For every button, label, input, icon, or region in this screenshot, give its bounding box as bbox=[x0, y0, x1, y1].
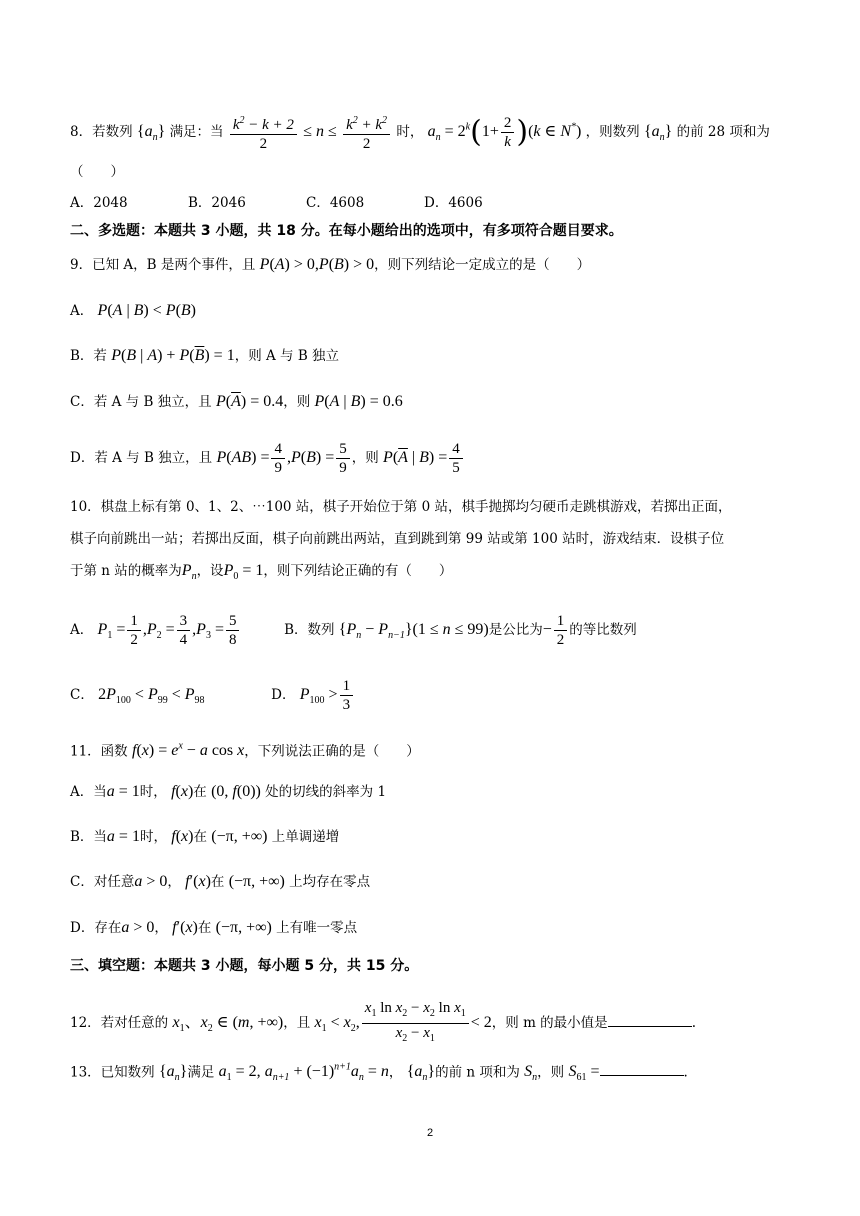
q9-option-c-text-2: ，则 bbox=[283, 394, 311, 410]
q11-option-d-fpx: f′(x) bbox=[172, 919, 198, 936]
q9-option-d-pb: ,P(B) = bbox=[286, 449, 335, 466]
q8-one-plus: 1+ bbox=[481, 123, 499, 140]
q8-frac-upper: $\frac{k^2 + k^2}{2}$ bbox=[343, 112, 390, 153]
q8-text-2: 满足：当 bbox=[169, 124, 224, 140]
q12-end: . bbox=[691, 1015, 696, 1031]
q10-option-b-text-3: 的等比数列 bbox=[569, 622, 637, 638]
q13-text-2: 满足 bbox=[187, 1064, 215, 1081]
q10-line-2: 棋子向前跳出一站；若掷出反面，棋子向前跳出两站，直到跳到第 99 站或第 100 站时，游戏结束．设棋子位 bbox=[70, 531, 725, 547]
q13-end: . bbox=[683, 1064, 688, 1081]
q13-stem bbox=[70, 1058, 688, 1089]
q10-options-cd bbox=[70, 677, 355, 714]
q8-text-3: 时， bbox=[396, 124, 424, 140]
q13-recurrence: $a_1 = 2$, $a_{n+1} + (-1)^{n+1}a_n = n$ bbox=[218, 1062, 389, 1084]
q9-option-d-text-2: ，则 bbox=[351, 450, 379, 466]
q8-k-domain: (k ∈ N*) bbox=[528, 121, 582, 140]
q9-stem bbox=[70, 255, 590, 275]
q8-paren-close: ) bbox=[516, 114, 529, 150]
q9-option-c-math-2: P(A | B) = 0.6 bbox=[314, 393, 403, 410]
q13-text-3: ， bbox=[388, 1064, 403, 1081]
q9-option-d-text-1: D．若 A 与 B 独立，且 bbox=[70, 450, 213, 466]
q10-text-3b: ，设 bbox=[196, 563, 224, 579]
q8-stem bbox=[70, 112, 770, 153]
q11-option-a-text-4: 处的切线的斜率为 1 bbox=[265, 784, 387, 800]
q12-text-3: ，则 m 的最小值是 bbox=[491, 1015, 608, 1031]
q9-option-d-result: $P(\overline{A}$ | B) = bbox=[383, 449, 448, 466]
q10-frac-3-4: $\frac{3}{4}$ bbox=[177, 612, 191, 649]
q8-number: 8． bbox=[70, 124, 93, 140]
q11-option-c-cond: a > 0 bbox=[134, 873, 168, 890]
q13-answer-blank[interactable] bbox=[600, 1061, 684, 1076]
q10-p0: $P_0 = 1$ bbox=[223, 562, 264, 583]
q9-option-c-text-1: C．若 A 与 B 独立，且 bbox=[70, 394, 212, 410]
section-3-heading: 三、填空题：本题共 3 小题，每小题 5 分，共 15 分。 bbox=[70, 958, 419, 974]
q8-seq-an-2: $\{a_n\}$ bbox=[643, 123, 673, 144]
q10-option-b-text-1: B．数列 bbox=[284, 622, 335, 638]
q12-stem bbox=[70, 999, 696, 1048]
q10-option-b-seq: $\{P_n - P_{n-1}\}(1 \le n \le 99)$ bbox=[338, 621, 489, 642]
q11-stem bbox=[70, 737, 420, 761]
q11-option-a-point: (0, f(0)) bbox=[211, 783, 261, 800]
q11-option-a-text-2: 时， bbox=[139, 784, 167, 800]
q8-seq-an: $\{a_n\}$ bbox=[136, 123, 166, 144]
q8-option-d: D．4606 bbox=[424, 195, 483, 211]
q11-option-b-text-3: 在 bbox=[193, 829, 207, 845]
q10-options-ab bbox=[70, 612, 637, 649]
q8-frac-2k: $\frac{2}{k}$ bbox=[501, 114, 515, 151]
q11-option-a-text-3: 在 bbox=[193, 784, 207, 800]
q12-answer-blank[interactable] bbox=[608, 1012, 692, 1027]
q9-option-c bbox=[70, 392, 403, 412]
q9-number: 9． bbox=[70, 257, 93, 273]
section-2-heading: 二、多选题：本题共 3 小题，共 18 分。在每小题给出的选项中，有多项符合题目要求。 bbox=[70, 223, 623, 239]
q11-option-b bbox=[70, 827, 339, 847]
q9-option-b-text-2: ，则 A 与 B 独立 bbox=[234, 348, 340, 364]
q11-option-c-fpx: f′(x) bbox=[185, 873, 211, 890]
q10-frac-1-2: $\frac{1}{2}$ bbox=[127, 612, 141, 649]
q10-option-d-label: D． bbox=[271, 687, 296, 703]
q11-option-d-text-4: 上有唯一零点 bbox=[276, 920, 358, 936]
q11-option-b-fx: f(x) bbox=[171, 828, 194, 845]
q8-text-4: ，则数列 bbox=[585, 124, 640, 140]
q11-function: $f(x) = e^x - a$ cos x bbox=[131, 741, 245, 760]
q9-option-a-label: A． bbox=[70, 303, 94, 319]
q11-option-d bbox=[70, 918, 357, 938]
q11-option-b-text-4: 上单调递增 bbox=[271, 829, 340, 845]
q13-seq: $\{a_n\}$ bbox=[158, 1063, 188, 1084]
q10-text-3c: ，则下列结论正确的有（ ） bbox=[263, 563, 453, 579]
q9-text-2: ，则下列结论一定成立的是（ ） bbox=[374, 257, 591, 273]
q12-vars: $x_1$、$x_2$ ∈ (m, +∞) bbox=[172, 1014, 284, 1035]
q10-minus: − bbox=[542, 621, 552, 638]
q13-text-4: 的前 n 项和为 bbox=[435, 1064, 520, 1081]
q11-option-c-text-1: C．对任意 bbox=[70, 874, 135, 890]
q8-paren: （ ） bbox=[70, 164, 124, 180]
q8-formula: $a_n = 2^k$ bbox=[427, 121, 471, 144]
q11-option-d-text-2: ， bbox=[154, 920, 168, 936]
q11-number: 11．函数 bbox=[70, 743, 128, 760]
q10-option-a-p2: $,P_2$ = bbox=[142, 621, 175, 642]
q9-option-b-math: P(B | $A) + P(\overline{B}) = 1$ bbox=[111, 347, 235, 364]
q11-option-a-fx: f(x) bbox=[171, 783, 194, 800]
q10-option-d-math: $P_{100}$ > bbox=[299, 686, 338, 707]
q9-option-a-math: P(A | B) < P(B) bbox=[97, 302, 196, 319]
q12-number: 12．若对任意的 bbox=[70, 1015, 169, 1031]
q10-option-a-p3: $,P_3$ = bbox=[192, 621, 224, 642]
q10-option-b-text-2: 是公比为 bbox=[488, 622, 543, 638]
q12-bound: < 2 bbox=[470, 1014, 492, 1031]
q11-option-c bbox=[70, 872, 370, 892]
q11-option-c-text-3: 在 bbox=[210, 874, 225, 890]
q9-text-1: 已知 A，B 是两个事件，且 bbox=[92, 257, 256, 273]
q10-line-1: 10．棋盘上标有第 0、1、2、⋯100 站，棋子开始位于第 0 站，棋手抛掷均匀硬币走跳棋游戏，若掷出正面， bbox=[70, 499, 732, 515]
q13-seq-2: $\{a_n\}$ bbox=[406, 1063, 436, 1084]
q10-option-c-math: $2P_{100} < P_{99} < P_{98}$ bbox=[98, 686, 205, 707]
q11-option-c-text-4: 上均存在零点 bbox=[289, 874, 371, 890]
q13-sn: $S_n$ bbox=[524, 1063, 538, 1084]
q11-option-d-cond: a > 0 bbox=[121, 919, 155, 936]
q8-frac-lower: $\frac{k^2 - k + 2}{2}$ bbox=[230, 112, 297, 153]
q9-frac-4-9: $\frac{4}{9}$ bbox=[271, 440, 285, 477]
q13-number: 13．已知数列 bbox=[70, 1064, 155, 1081]
q8-option-a: A．2048 bbox=[70, 195, 128, 211]
q11-text-2: ，下列说法正确的是（ ） bbox=[244, 743, 420, 760]
q9-frac-5-9: $\frac{5}{9}$ bbox=[336, 440, 350, 477]
q11-option-b-text-1: B．当 bbox=[70, 829, 107, 845]
q8-option-b: B．2046 bbox=[188, 195, 246, 211]
q9-option-a bbox=[70, 301, 196, 321]
q9-condition: P(A) > 0,P(B) > 0 bbox=[259, 256, 375, 273]
q11-option-a-cond: a = 1 bbox=[106, 783, 140, 800]
q9-option-c-math-1: $P(\overline{A}) = 0.4$ bbox=[215, 393, 284, 410]
q10-text-3a: 于第 n 站的概率为 bbox=[70, 563, 182, 579]
q9-option-b-text-1: B．若 bbox=[70, 348, 107, 364]
q11-option-d-text-3: 在 bbox=[197, 920, 212, 936]
q10-option-a-label: A． bbox=[70, 622, 94, 638]
q11-option-b-text-2: 时， bbox=[139, 829, 167, 845]
q9-option-d bbox=[70, 440, 465, 477]
q13-text-5: ，则 bbox=[537, 1064, 565, 1081]
q8-options bbox=[70, 193, 483, 213]
q11-option-c-text-2: ， bbox=[167, 874, 181, 890]
q8-text-1: 若数列 bbox=[92, 124, 133, 140]
q8-ineq: ≤ n ≤ bbox=[303, 123, 337, 140]
q13-s61: $S_{61}$ = bbox=[568, 1063, 600, 1084]
q9-option-b bbox=[70, 346, 339, 366]
q8-text-5: 的前 28 项和为 bbox=[676, 124, 770, 140]
q12-text-2: ，且 bbox=[283, 1015, 311, 1031]
q11-option-a-text-1: A．当 bbox=[70, 784, 107, 800]
q12-fraction: $\frac{x_1 \ln x_2 - x_2 \ln x_1}{x_2 - x_1}$ bbox=[362, 999, 469, 1048]
q10-option-c-label: C． bbox=[70, 687, 94, 703]
q9-frac-4-5: $\frac{4}{5}$ bbox=[449, 440, 463, 477]
q11-option-d-text-1: D．存在 bbox=[70, 920, 122, 936]
q10-line-3 bbox=[70, 561, 452, 587]
q10-frac-1-3: $\frac{1}{3}$ bbox=[340, 677, 354, 714]
q10-option-a-p1: $P_1$ = bbox=[97, 621, 126, 642]
q8-paren-open: ( bbox=[470, 114, 482, 150]
q10-pn: $P_n$ bbox=[181, 562, 197, 583]
q11-option-b-interval: (−π, +∞) bbox=[211, 828, 268, 845]
q10-frac-neg-1-2: $\frac{1}{2}$ bbox=[554, 612, 568, 649]
q8-option-c: C．4608 bbox=[306, 195, 365, 211]
page-number: 2 bbox=[426, 1127, 434, 1139]
q12-order: $x_1 < x_2$, bbox=[314, 1014, 360, 1035]
q11-option-d-interval: (−π, +∞) bbox=[215, 919, 272, 936]
q11-option-c-interval: (−π, +∞) bbox=[228, 873, 285, 890]
q10-frac-5-8: $\frac{5}{8}$ bbox=[226, 612, 240, 649]
q11-option-b-cond: a = 1 bbox=[106, 828, 140, 845]
q9-option-d-pab: P(AB) = bbox=[216, 449, 270, 466]
q11-option-a bbox=[70, 782, 386, 802]
